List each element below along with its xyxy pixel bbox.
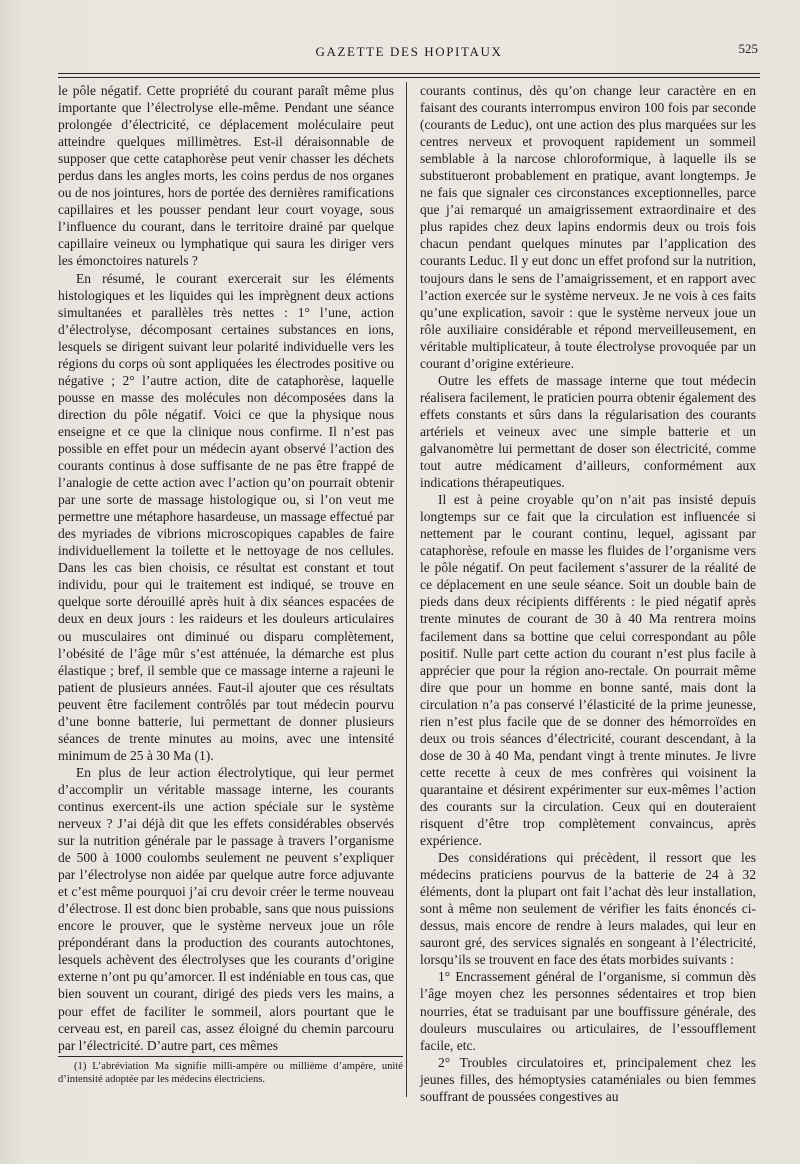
paragraph-l3: En plus de leur action électrolytique, qui leur permet d’accomplir un véritable massage interne, les courants continus exercent-ils une action spéciale sur le système nerveux ? J’ai déjà dit que les effets considérables observés sur la nutrition générale par le passage à travers l’organisme de 500 à 1000 coulombs seulement ne peuvent s’expliquer par l’électrolyse non aidée par quelque autre force adjuvante et c’est même pourquoi j’ai cru devoir créer le terme nouveau d’électrose. Il est donc bien probable, sans que nous puissions encore le prouver, que le système nerveux joue un rôle prépondérant dans la production des courants autochtones, lesquels achèvent des électrolyses que les courants d’origine externe n’ont pu qu’amorcer. Il est indéniable en tous cas, que bien souvent un courant, dirigé des pieds vers les mains, a pour effet de faciliter le sommeil, alors pourtant que le cerveau est, en pareil cas, assez éloigné du chemin parcouru par l’électricité. D’autre part, ces mêmes — [58, 764, 394, 1053]
header-rule — [58, 73, 760, 74]
paragraph-l1: le pôle négatif. Cette propriété du courant paraît même plus importante que l’électrolyse elle-même. Pendant une séance prolongée d’électricité, ce déplacement moléculaire peut atteindre quelques millimètres. Est-il déraisonnable de supposer que cette cataphorèse peut venir chasser les déchets perdus dans les angles morts, les coins perdus de nos organes ou de nos jointures, hors de portée des dernières ramifications capillaires et les pousser pendant leur court voyage, sous l’influence du courant, dans le territoire drainé par quelque capillaire veineux ou lymphatique qui saura les diriger vers les émonctoires naturels ? — [58, 83, 394, 269]
header-rule-thin — [58, 77, 760, 78]
footnote-text: L’abréviation Ma signifie milli-ampère ou millième d’ampère, unité d’intensité adoptée par les médecins électriciens. — [58, 1061, 404, 1085]
footnote — [58, 1060, 403, 1086]
page-header — [60, 41, 758, 66]
paragraph-r5: 1° Encrassement général de l’organisme, si commun dès l’âge moyen chez les personnes sédentaires et trop bien nourries, état se traduisant par une bouffissure générale, des douleurs musculaires ou articulaires, de l’essoufflement facile, etc. — [420, 969, 756, 1053]
footnote-marker: (1) — [74, 1061, 87, 1072]
paragraph-r6: 2° Troubles circulatoires et, principalement chez les jeunes filles, des hémoptysies cataméniales ou bien femmes souffrant de poussées congestives au — [420, 1054, 756, 1104]
column-divider — [406, 82, 407, 1097]
paragraph-r3: Il est à peine croyable qu’on n’ait pas insisté depuis longtemps sur ce fait que la circulation est influencée si nettement par le courant continu, lequel, agissant par cataphorèse, refoule en masse les fluides de l’organisme vers le pôle négatif. On peut facilement s’assurer de la réalité de ce déplacement en une seule séance. Soit un double bain de pieds dans deux récipients différents : le pied négatif après trente minutes de courant de 30 à 40 Ma rentrera moins facilement dans sa bottine que celui correspondant au pôle positif. Nulle part cette action du courant n’est plus facile à apprécier que pour la région ano-rectale. On pourrait même dire que pour un homme en bonne santé, mais dont la circulation n’a pas conservé l’élasticité de la prime jeunesse, rien n’est plus facile que de se donner des hémorroïdes en deux ou trois séances d’électricité, courant descendant, à la dose de 30 à 40 Ma, pendant vingt à trente minutes. Je livre cette recette à ceux de mes confrères qui voisinent la quarantaine et désirent expérimenter sur eux-mêmes l’action des courants sur la circulation. Ceux qui en douteraient risquent d’être trop complètement convaincus, après expérience. — [420, 492, 756, 849]
paragraph-l2: En résumé, le courant exercerait sur les éléments histologiques et les liquides qui les imprègnent deux actions simultanées et parallèles très nettes : 1° l’une, action d’électrolyse, décomposant certaines substances en ions, lesquels se dirigent suivant leur polarité individuelle vers les régions du corps où sont appliquées les électrodes positive ou négative ; 2° l’autre action, dite de cataphorèse, laquelle pousse en masse des molécules non décomposées dans la direction du pôle négatif. Voici ce que la physique nous enseigne et ce que la clinique nous confirme. Il n’est pas possible en effet pour un médecin ayant observé l’action des courants continus à dose suffisante de ne pas être frappé de l’analogie de cette action avec l’action qu’on pourrait obtenir par une sorte de massage histologique ou, si l’on veut me permettre une métaphore hasardeuse, un massage effectué par des myriades de vibrions microscopiques capables de faire individuellement la toilette et le nettoyage de nos cellules. Dans les cas bien choisis, ce résultat est constant et tout individu, pour qui le traitement est indiqué, se trouve en quelque sorte dérouillé après huit à dix séances espacées de deux en deux jours : les raideurs et les douleurs articulaires ou musculaires ont diminué ou disparu complètement, l’obésité de l’âge mûr s’est atténuée, la démarche est plus élastique ; bref, il semble que ce massage interne a rajeuni le patient de plusieurs années. Faut-il ajouter que ces résultats peuvent être facilement contrôlés par tout médecin pourvu d’une bonne batterie, lui permettant de donner plusieurs séances de trente minutes au moins, avec une intensité minimum de 25 à 30 Ma (1). — [58, 270, 394, 763]
footnote-rule — [58, 1056, 403, 1057]
paragraph-r4: Des considérations qui précèdent, il ressort que les médecins praticiens pourvus de la batterie de 24 à 32 éléments, dont la plupart ont fait l’achat dès leur installation, sont à même non seulement de vérifier les faits énoncés ci-dessus, mais encore de rendre à leurs malades, qui leur en sauront gré, des services signalés en songeant à l’électricité, lorsqu’ils se trouvent en face des états morbides suivants : — [420, 850, 756, 968]
right-column — [420, 82, 756, 1105]
left-column — [58, 82, 394, 1054]
page-number: 525 — [738, 41, 758, 56]
paragraph-r2: Outre les effets de massage interne que tout médecin réalisera facilement, le praticien pourra obtenir également des effets constants et sûrs dans la régularisation des courants artériels et veineux avec une simple batterie et un galvanomètre lui permettant de doser son électricité, comme tout autre médicament d’ailleurs, conformément aux indications thérapeutiques. — [420, 372, 756, 491]
paragraph-r1: courants continus, dès qu’on change leur caractère en en faisant des courants interrompus environ 100 fois par seconde (courants de Leduc), ont une action des plus marquées sur les centres nerveux et provoquent rapidement un sommeil semblable à la narcose chloroformique, à laquelle ils se substitueront probablement en pratique, avant longtemps. Je ne fais que signaler ces circonstances exceptionnelles, parce que j’ai remarqué un amaigrissement extraordinaire et des plus rapides chez deux lapins endormis deux ou trois fois chacun pendant quelques minutes par l’application des courants Leduc. Il y eut donc un effet profond sur la nutrition, toujours dans le sens de l’amaigrissement, et en rapport avec l’action exercée sur le système nerveux. Je ne vois à ces faits qu’une explication, savoir : que le système nerveux joue un rôle auxiliaire considérable et répond merveilleusement, en véritable multiplicateur, à toute électrolyse provoquée par un courant d’origine extérieure. — [420, 83, 756, 371]
running-title: GAZETTE DES HOPITAUX — [315, 44, 503, 59]
